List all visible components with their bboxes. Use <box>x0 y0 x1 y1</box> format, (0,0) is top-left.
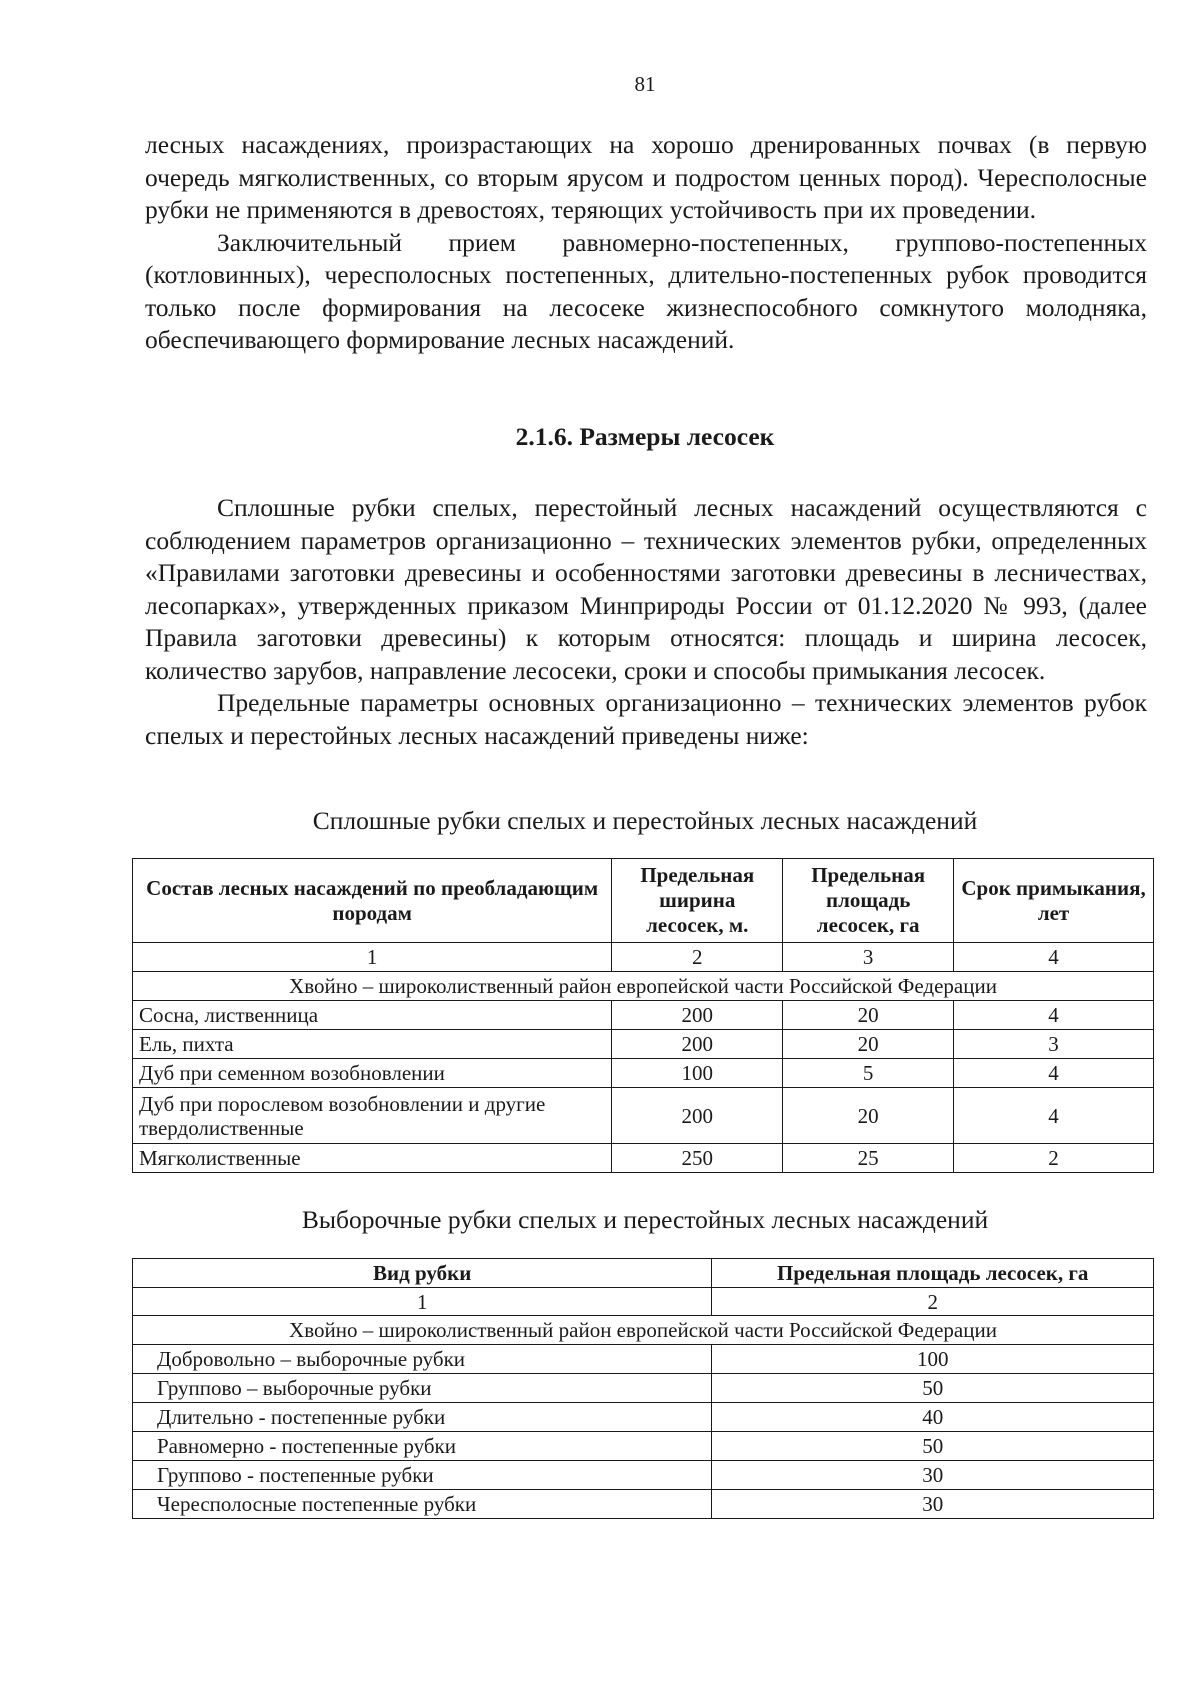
table2-header-area: Предельная площадь лесосек, га <box>712 1259 1154 1288</box>
table1-region: Хвойно – широколиственный район европейской части Российской Федерации <box>133 972 1154 1001</box>
table1-colnum: 3 <box>783 943 954 972</box>
clearcut-paragraph: Сплошные рубки спелых, перестойный лесных насаждений осуществляются с соблюдением параметров организационно – технических элементов рубки, определенных «Правилами заготовки древесины и особенностями заготовки древесины в лесничествах, лесопарках», утвержденных приказом Минприроды России от 01.12.2020 № 993, (далее Правила заготовки древесины) к которым относятся: площадь и ширина лесосек, количество зарубов, направление лесосеки, сроки и способы примыкания лесосек. <box>145 493 1147 685</box>
table1-species: Дуб при порослевом возобновлении и другие твердолиственные <box>133 1088 612 1144</box>
table1-area: 20 <box>783 1030 954 1059</box>
table1-species: Сосна, лиственница <box>133 1001 612 1030</box>
table1-term: 4 <box>954 1088 1154 1144</box>
table-row <box>133 1432 1154 1461</box>
table2-region: Хвойно – широколиственный район европейской части Российской Федерации <box>133 1316 1154 1345</box>
table-row <box>133 1030 1154 1059</box>
table-row <box>133 1345 1154 1374</box>
table1-header-area: Предельная площадь лесосек, га <box>783 859 954 943</box>
table2-caption: Выборочные рубки спелых и перестойных лесных насаждений <box>301 1205 989 1234</box>
table2-cut-type: Чересполосные постепенные рубки <box>133 1490 712 1519</box>
table1-caption: Сплошные рубки спелых и перестойных лесных насаждений <box>312 806 978 835</box>
table-row <box>133 1461 1154 1490</box>
table-row <box>133 1001 1154 1030</box>
table2-area: 100 <box>712 1345 1154 1374</box>
table1-term: 2 <box>954 1144 1154 1173</box>
table1-colnum: 2 <box>612 943 783 972</box>
table1-species: Дуб при семенном возобновлении <box>133 1059 612 1088</box>
table-row <box>133 1490 1154 1519</box>
table2-colnum: 2 <box>712 1288 1154 1316</box>
table1-header-width: Предельная ширина лесосек, м. <box>612 859 783 943</box>
table2-area: 30 <box>712 1490 1154 1519</box>
table2-cut-type: Группово – выборочные рубки <box>133 1374 712 1403</box>
table-row <box>133 1403 1154 1432</box>
table-row <box>133 1144 1154 1173</box>
table1-area: 5 <box>783 1059 954 1088</box>
table1-term: 4 <box>954 1059 1154 1088</box>
table1-header-row <box>133 859 1154 943</box>
table1-area: 25 <box>783 1144 954 1173</box>
limits-paragraph: Предельные параметры основных организационно – технических элементов рубок спелых и перестойных лесных насаждений приведены ниже: <box>145 688 1147 750</box>
table1-width: 200 <box>612 1088 783 1144</box>
table1-width: 100 <box>612 1059 783 1088</box>
table-row <box>133 1059 1154 1088</box>
table1-header-composition: Состав лесных насаждений по преобладающим породам <box>133 859 612 943</box>
table2-cut-type: Равномерно - постепенные рубки <box>133 1432 712 1461</box>
selective-cut-table <box>132 1258 1154 1519</box>
table2-cut-type: Группово - постепенные рубки <box>133 1461 712 1490</box>
table1-colnum: 4 <box>954 943 1154 972</box>
text-section-top <box>145 129 1147 357</box>
table1-term: 3 <box>954 1030 1154 1059</box>
table2-header-row <box>133 1259 1154 1288</box>
table2-column-numbers <box>133 1288 1154 1316</box>
table2-colnum: 1 <box>133 1288 712 1316</box>
table2-area: 40 <box>712 1403 1154 1432</box>
table-row <box>133 1374 1154 1403</box>
table1-header-term: Срок примыкания, лет <box>954 859 1154 943</box>
table1-region-row <box>133 972 1154 1001</box>
table1-width: 200 <box>612 1001 783 1030</box>
page-number: 81 <box>634 72 656 96</box>
table2-area: 50 <box>712 1374 1154 1403</box>
table2-cut-type: Добровольно – выборочные рубки <box>133 1345 712 1374</box>
table1-area: 20 <box>783 1001 954 1030</box>
table1-width: 200 <box>612 1030 783 1059</box>
table1-term: 4 <box>954 1001 1154 1030</box>
clearcut-table <box>132 858 1154 1173</box>
section-title: 2.1.6. Размеры лесосек <box>515 422 775 451</box>
table1-colnum: 1 <box>133 943 612 972</box>
table1-column-numbers <box>133 943 1154 972</box>
table1-species: Ель, пихта <box>133 1030 612 1059</box>
table1-species: Мягколиственные <box>133 1144 612 1173</box>
table2-header-type: Вид рубки <box>133 1259 712 1288</box>
table2-region-row <box>133 1316 1154 1345</box>
table1-width: 250 <box>612 1144 783 1173</box>
table2-cut-type: Длительно - постепенные рубки <box>133 1403 712 1432</box>
table2-area: 30 <box>712 1461 1154 1490</box>
table1-area: 20 <box>783 1088 954 1144</box>
text-section-middle <box>145 492 1147 752</box>
table-row <box>133 1088 1154 1144</box>
intro-paragraph: лесных насаждениях, произрастающих на хорошо дренированных почвах (в первую очередь мягколиственных, со вторым ярусом и подростом ценных пород). Чересполосные рубки не применяются в древостоях, теряющих устойчивость при их проведении. <box>145 130 1147 224</box>
table2-area: 50 <box>712 1432 1154 1461</box>
final-cut-paragraph: Заключительный прием равномерно-постепенных, группово-постепенных (котловинных), чересполосных постепенных, длительно-постепенных рубок проводится только после формирования на лесосеке жизнеспособного сомкнутого молодняка, обеспечивающего формирование лесных насаждений. <box>145 227 1147 354</box>
